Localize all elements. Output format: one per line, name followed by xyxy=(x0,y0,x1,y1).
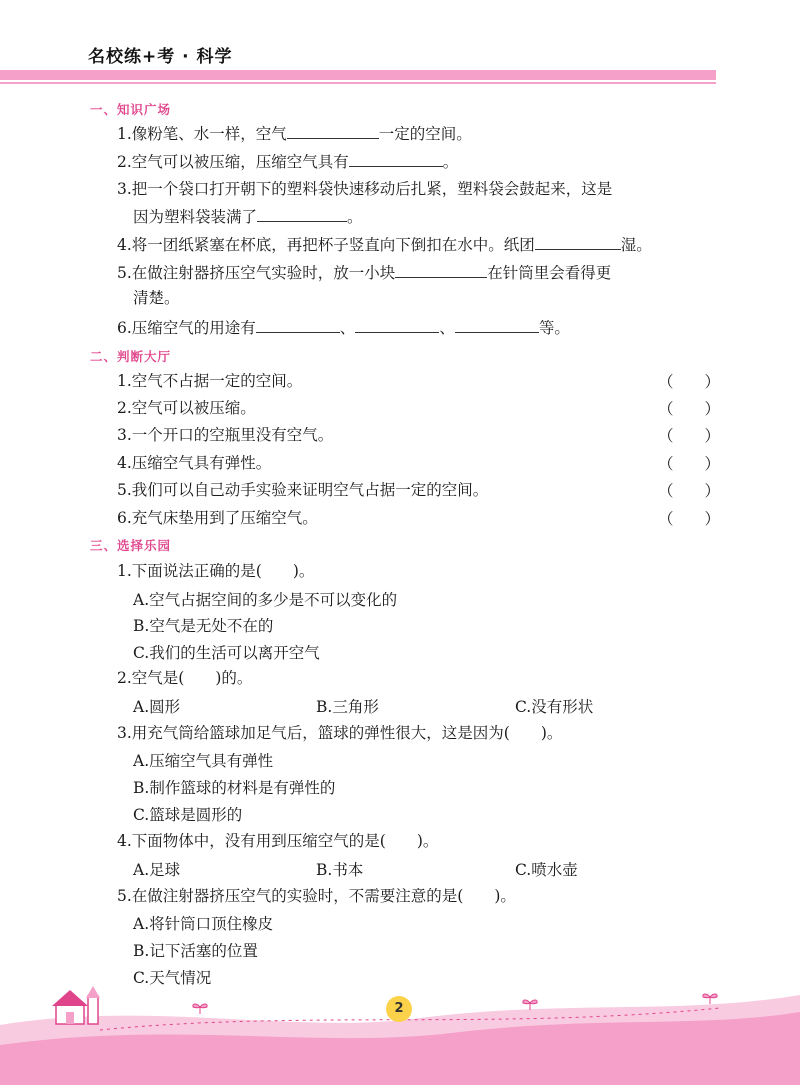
answer-parentheses[interactable]: （ ） xyxy=(658,400,721,418)
choice-q3-option-b[interactable]: B.制作篮球的材料是有弹性的 xyxy=(133,779,336,797)
header-rule xyxy=(0,82,716,84)
answer-parentheses[interactable]: （ ） xyxy=(658,373,721,391)
choice-q4-option-c[interactable]: C.喷水壶 xyxy=(515,861,578,879)
page-number: 2 xyxy=(386,996,412,1022)
choice-q1-option-b[interactable]: B.空气是无处不在的 xyxy=(133,617,274,635)
fill-question-2 xyxy=(117,150,458,173)
question-text: 等。 xyxy=(538,319,570,337)
choice-q2-option-a[interactable]: A.圆形 xyxy=(133,698,181,716)
section-title-judgment: 二、判断大厅 xyxy=(90,349,172,364)
choice-q2-option-c[interactable]: C.没有形状 xyxy=(515,698,594,716)
section-title-choice: 三、选择乐园 xyxy=(90,538,172,553)
choice-q3-stem: 3.用充气筒给篮球加足气后，篮球的弹性很大，这是因为( )。 xyxy=(117,724,563,742)
judge-item-5: 5.我们可以自己动手实验来证明空气占据一定的空间。 xyxy=(117,481,489,499)
answer-blank[interactable] xyxy=(287,122,379,139)
question-text: 在针筒里会看得更 xyxy=(487,264,612,282)
judge-item-1: 1.空气不占据一定的空间。 xyxy=(117,372,303,390)
question-text: 。 xyxy=(442,153,459,171)
choice-q5-stem: 5.在做注射器挤压空气的实验时，不需要注意的是( )。 xyxy=(117,887,516,905)
fill-question-3-cont xyxy=(133,205,363,228)
fill-question-5 xyxy=(117,261,611,284)
header-band xyxy=(0,70,716,80)
choice-q4-option-a[interactable]: A.足球 xyxy=(133,861,181,879)
judge-item-4: 4.压缩空气具有弹性。 xyxy=(117,454,272,472)
question-text: 。 xyxy=(347,208,363,226)
choice-q3-option-c[interactable]: C.篮球是圆形的 xyxy=(133,806,243,824)
question-text: 2.空气可以被压缩，压缩空气具有 xyxy=(117,153,349,171)
sprout-icon xyxy=(700,990,720,1004)
question-text: 湿。 xyxy=(620,236,652,254)
sprout-icon xyxy=(190,1000,210,1014)
fill-question-1 xyxy=(117,122,472,145)
answer-blank[interactable] xyxy=(355,316,439,333)
answer-blank[interactable] xyxy=(256,316,340,333)
answer-blank[interactable] xyxy=(455,316,539,333)
fill-question-5-cont xyxy=(133,287,180,309)
fill-question-4 xyxy=(117,233,652,256)
question-text: 3.把一个袋口打开朝下的塑料袋快速移动后扎紧，塑料袋会鼓起来，这是 xyxy=(117,180,613,198)
section-title-knowledge: 一、知识广场 xyxy=(90,102,172,117)
answer-parentheses[interactable]: （ ） xyxy=(658,455,721,473)
question-text: 一定的空间。 xyxy=(378,125,472,143)
question-text: 4.将一团纸紧塞在杯底，再把杯子竖直向下倒扣在水中。纸团 xyxy=(117,236,535,254)
judge-item-2: 2.空气可以被压缩。 xyxy=(117,399,256,417)
choice-q5-option-a[interactable]: A.将针筒口顶住橡皮 xyxy=(133,915,274,933)
choice-q1-option-a[interactable]: A.空气占据空间的多少是不可以变化的 xyxy=(133,591,398,609)
choice-q5-option-b[interactable]: B.记下活塞的位置 xyxy=(133,942,258,960)
answer-blank[interactable] xyxy=(349,150,443,167)
page-header-title: 名校练+考 · 科学 xyxy=(88,47,233,67)
question-text: 6.压缩空气的用途有 xyxy=(117,319,256,337)
answer-parentheses[interactable]: （ ） xyxy=(658,427,721,445)
answer-blank[interactable] xyxy=(257,205,347,222)
answer-parentheses[interactable]: （ ） xyxy=(658,510,721,528)
question-text: 1.像粉笔、水一样，空气 xyxy=(117,125,287,143)
question-text: 、 xyxy=(439,319,455,337)
choice-q4-stem: 4.下面物体中，没有用到压缩空气的是( )。 xyxy=(117,832,439,850)
fill-question-3 xyxy=(117,178,612,200)
answer-parentheses[interactable]: （ ） xyxy=(658,482,721,500)
question-text: 清楚。 xyxy=(133,289,180,307)
choice-q3-option-a[interactable]: A.压缩空气具有弹性 xyxy=(133,752,274,770)
fill-question-6 xyxy=(117,316,570,339)
judge-item-6: 6.充气床垫用到了压缩空气。 xyxy=(117,509,318,527)
choice-q1-option-c[interactable]: C.我们的生活可以离开空气 xyxy=(133,644,320,662)
question-text: 因为塑料袋装满了 xyxy=(133,208,258,226)
judge-item-3: 3.一个开口的空瓶里没有空气。 xyxy=(117,426,334,444)
choice-q2-stem: 2.空气是( )的。 xyxy=(117,669,253,687)
answer-blank[interactable] xyxy=(395,261,487,278)
choice-q5-option-c[interactable]: C.天气情况 xyxy=(133,969,212,987)
choice-q4-option-b[interactable]: B.书本 xyxy=(316,861,364,879)
question-text: 5.在做注射器挤压空气实验时，放一小块 xyxy=(117,264,396,282)
answer-blank[interactable] xyxy=(535,233,621,250)
question-text: 、 xyxy=(339,319,356,337)
house-icon xyxy=(48,982,108,1032)
choice-q2-option-b[interactable]: B.三角形 xyxy=(316,698,379,716)
choice-q1-stem: 1.下面说法正确的是( )。 xyxy=(117,562,315,580)
sprout-icon xyxy=(520,996,540,1010)
